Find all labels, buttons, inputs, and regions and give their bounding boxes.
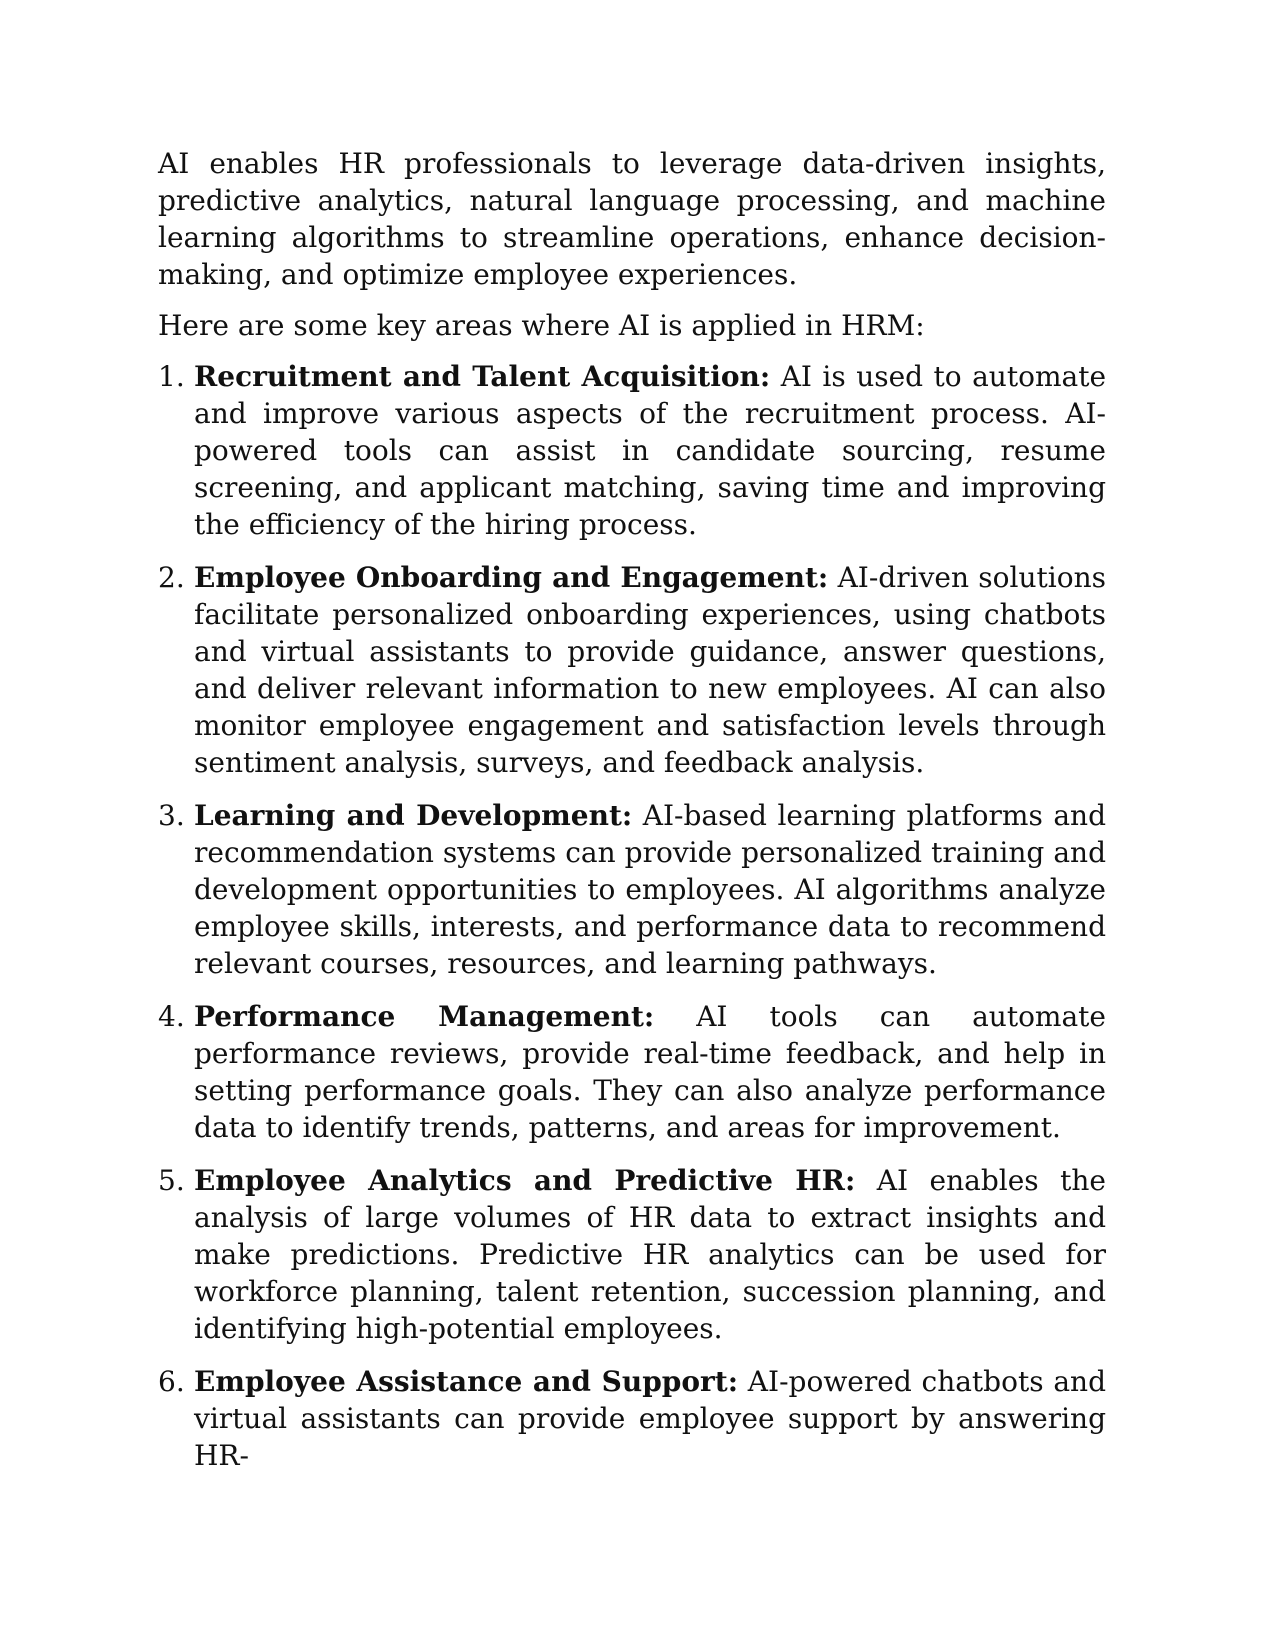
- lead-paragraph: Here are some key areas where AI is applied in HRM:: [158, 309, 925, 342]
- list-item-term: Recruitment and Talent Acquisition:: [194, 360, 771, 393]
- list-item-number: 4.: [158, 1000, 185, 1033]
- list-item-text: AI tools can automate performance reviews, provide real-time feedback, and help in setting performance goals. They can also analyze performance data to identify trends, patterns, and areas for improvement.: [194, 1000, 1106, 1144]
- list-item-number: 2.: [158, 561, 185, 594]
- list-item-number: 5.: [158, 1164, 185, 1197]
- list-item: [158, 1162, 1106, 1347]
- intro-paragraph: AI enables HR professionals to leverage data-driven insights, predictive analytics, natural language processing, and machine learning algorithms to streamline operations, enhance decision-making, and optimize employee experiences.: [158, 147, 1106, 291]
- list-item-text: AI-based learning platforms and recommendation systems can provide personalized training and development opportunities to employees. AI algorithms analyze employee skills, interests, and performance data to recommend relevant courses, resources, and learning pathways.: [194, 799, 1106, 980]
- list-item-term: Learning and Development:: [194, 799, 633, 832]
- list-item-term: Employee Onboarding and Engagement:: [194, 561, 829, 594]
- list-item-text: AI is used to automate and improve various aspects of the recruitment process. AI-powered tools can assist in candidate sourcing, resume screening, and applicant matching, saving time and improving the efficiency of the hiring process.: [194, 360, 1107, 541]
- list-item-number: 6.: [158, 1365, 185, 1398]
- list-item: [158, 998, 1106, 1146]
- list-item-term: Employee Assistance and Support:: [194, 1365, 739, 1398]
- list-item-text: AI-powered chatbots and virtual assistants can provide employee support by answering HR-: [194, 1365, 1106, 1472]
- list-item-number: 3.: [158, 799, 185, 832]
- list-item-text: AI enables the analysis of large volumes of HR data to extract insights and make predictions. Predictive HR analytics can be used for workforce planning, talent retention, succession planning, and identifying high-potential employees.: [194, 1164, 1106, 1345]
- list-item: [158, 358, 1106, 543]
- list-item: [158, 559, 1106, 781]
- list-item: [158, 797, 1106, 982]
- list-item-number: 1.: [158, 360, 185, 393]
- list-item-term: Performance Management:: [194, 1000, 655, 1033]
- document-page: [158, 145, 1106, 1474]
- list-item-term: Employee Analytics and Predictive HR:: [194, 1164, 856, 1197]
- list-item-text: AI-driven solutions facilitate personalized onboarding experiences, using chatbots and virtual assistants to provide guidance, answer questions, and deliver relevant information to new employees. AI can also monitor employee engagement and satisfaction levels through sentiment analysis, surveys, and feedback analysis.: [194, 561, 1106, 779]
- list-item: [158, 1363, 1106, 1474]
- ai-areas-list: [158, 358, 1106, 1474]
